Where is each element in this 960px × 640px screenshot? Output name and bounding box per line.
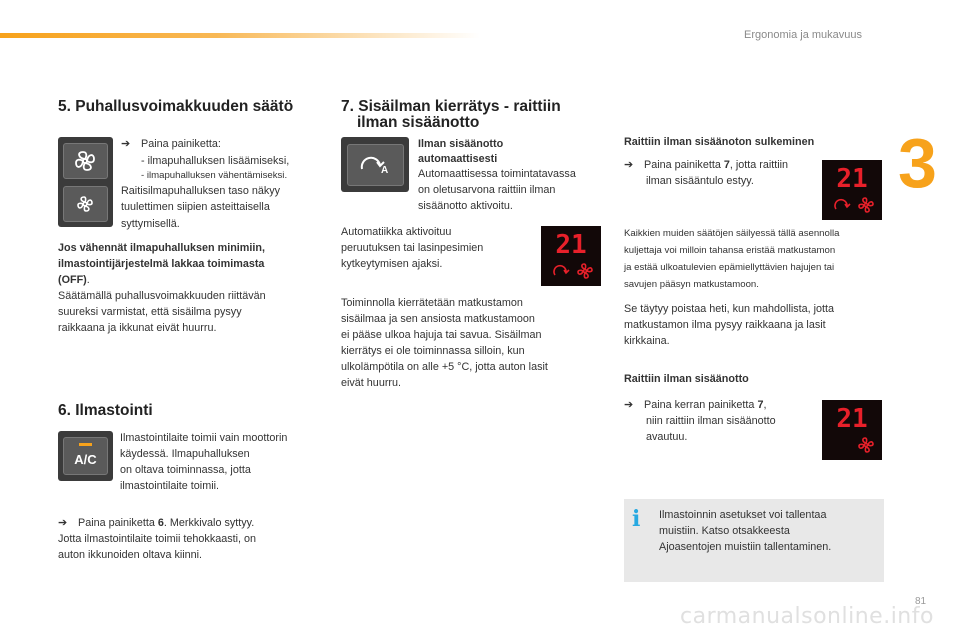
blower-warning-line: (OFF). xyxy=(58,274,90,286)
fan-small-icon xyxy=(64,187,107,221)
heading-recirculation: 7. Sisäilman kierrätys - raittiin xyxy=(341,98,561,115)
blower-text-line: tuulettimen siipien asteittaisella xyxy=(121,201,270,213)
ac-button xyxy=(63,437,108,475)
ac-text-line: auton ikkunoiden oltava kiinni. xyxy=(58,549,203,561)
blower-warning-line: Jos vähennät ilmapuhalluksen minimiin, xyxy=(58,242,265,254)
fresh-air-instruction-line2: niin raittiin ilman sisäänotto xyxy=(646,415,776,427)
heading-recirculation-line2: ilman sisäänotto xyxy=(357,114,480,131)
recirc-text-line: ei pääse ulkoa hajuja tai savua. Sisäilman xyxy=(341,329,542,341)
section-title: Ergonomia ja mukavuus xyxy=(744,29,863,41)
blower-option-increase: - ilmapuhalluksen lisäämiseksi, xyxy=(141,155,290,167)
ac-button-image xyxy=(58,431,113,481)
chapter-number: 3 xyxy=(898,124,937,202)
recirc-note-line: kuljettaja voi milloin tahansa eristää matkustamon xyxy=(624,245,836,256)
auto-recirc-button-image xyxy=(341,137,409,192)
display-21-auto-icon xyxy=(541,226,601,286)
blower-text-line: suureksi varmistat, että sisäilma pysyy xyxy=(58,306,242,318)
info-note-line: Ajoasentojen muistiin tallentaminen. xyxy=(659,541,832,553)
auto-intake-text: Automaattisessa toimintatavassa xyxy=(418,168,576,180)
info-note-line: Ilmastoinnin asetukset voi tallentaa xyxy=(659,509,827,521)
blower-option-decrease: - ilmapuhalluksen vähentämiseksi. xyxy=(141,170,288,181)
auto-intake-text: sisäänotto aktivoitu. xyxy=(418,200,513,212)
fresh-air-instruction: ➔ Paina kerran painiketta 7, xyxy=(624,399,767,411)
display-21-fan-icon xyxy=(822,400,882,460)
header-accent-bar xyxy=(0,33,480,38)
recirc-note-line: savujen pääsyn matkustamoon. xyxy=(624,279,759,290)
auto-intake-text: on oletusarvona raittiin ilman xyxy=(418,184,556,196)
blower-decrease-button xyxy=(63,186,108,222)
blower-buttons-image xyxy=(58,137,113,227)
ac-text-line: käydessä. Ilmapuhalluksen xyxy=(120,448,250,460)
info-note-line: muistiin. Katso otsakkeesta xyxy=(659,525,790,537)
auto-activation-text: kytkeytymisen ajaksi. xyxy=(341,258,443,270)
recirc-text-line: ulkolämpötila on alle +5 °C, jotta auton lasit xyxy=(341,361,548,373)
auto-activation-text: peruutuksen tai lasinpesimien xyxy=(341,242,484,254)
svg-text:A: A xyxy=(381,165,389,176)
ac-text-line: ilmastointilaite toimii. xyxy=(120,480,220,492)
svg-text:21: 21 xyxy=(836,164,868,194)
close-intake-instruction: ➔ Paina painiketta 7, jotta raittiin xyxy=(624,159,789,171)
blower-text-line: raikkaana ja ikkunat eivät huurru. xyxy=(58,322,217,334)
blower-text-line: Raitisilmapuhalluksen taso näkyy xyxy=(121,185,281,197)
heading-air-conditioning: 6. Ilmastointi xyxy=(58,402,153,419)
fresh-air-instruction-line3: avautuu. xyxy=(646,431,688,443)
ac-label: A/C xyxy=(74,452,97,467)
auto-activation-text: Automatiikka aktivoituu xyxy=(341,226,452,238)
heading-blower: 5. Puhallusvoimakkuuden säätö xyxy=(58,98,294,115)
page-number: 81 xyxy=(915,596,927,607)
display-21-recirculation-icon xyxy=(822,160,882,220)
display-recirc-image xyxy=(822,160,882,220)
fan-large-icon xyxy=(64,144,107,178)
ac-instruction: ➔ Paina painiketta 6. Merkkivalo syttyy. xyxy=(58,517,255,529)
svg-text:21: 21 xyxy=(555,230,587,260)
auto-recirc-button xyxy=(347,144,404,186)
recirc-text-line: Toiminnolla kierrätetään matkustamon xyxy=(341,297,523,309)
svg-text:21: 21 xyxy=(836,404,868,434)
watermark: carmanualsonline.info xyxy=(680,604,934,629)
ac-text-line: Ilmastointilaite toimii vain moottorin xyxy=(120,432,288,444)
display-fresh-air-image xyxy=(822,400,882,460)
auto-recirculation-icon xyxy=(348,145,403,185)
ac-text-line: Jotta ilmastointilaite toimii tehokkaasti, on xyxy=(58,533,257,545)
close-intake-instruction-line2: ilman sisääntulo estyy. xyxy=(646,175,754,187)
recirc-advice-line: matkustamon ilma pysyy raikkaana ja lasit xyxy=(624,319,826,331)
recirc-note-line: Kaikkien muiden säätöjen säilyessä tällä asennolla xyxy=(624,228,840,239)
ac-indicator-light xyxy=(79,443,92,446)
display-auto-image xyxy=(541,226,601,286)
close-intake-heading: Raittiin ilman sisäänoton sulkeminen xyxy=(624,136,815,148)
blower-warning-line: ilmastointijärjestelmä lakkaa toimimasta xyxy=(58,258,265,270)
fresh-air-heading: Raittiin ilman sisäänotto xyxy=(624,373,749,385)
recirc-text-line: sisäilmaa ja sen ansiosta matkustamoon xyxy=(341,313,535,325)
info-icon: i xyxy=(632,506,641,532)
blower-text-line: syttymisellä. xyxy=(121,218,180,230)
auto-intake-heading: Ilman sisäänotto xyxy=(418,138,504,150)
blower-increase-button xyxy=(63,143,108,179)
auto-intake-heading: automaattisesti xyxy=(418,153,498,165)
recirc-advice-line: Se täytyy poistaa heti, kun mahdollista, jotta xyxy=(624,303,835,315)
ac-text-line: on oltava toiminnassa, jotta xyxy=(120,464,251,476)
recirc-text-line: kierrätys ei ole toiminnassa silloin, kun xyxy=(341,345,525,357)
recirc-text-line: eivät huurru. xyxy=(341,377,402,389)
blower-text-line: Säätämällä puhallusvoimakkuuden riittävän xyxy=(58,290,266,302)
recirc-advice-line: kirkkaina. xyxy=(624,335,670,347)
recirc-note-line: ja estää ulkoatulevien epämiellyttävien hajujen tai xyxy=(624,262,835,273)
blower-instruction: ➔ Paina painiketta: xyxy=(121,138,221,150)
